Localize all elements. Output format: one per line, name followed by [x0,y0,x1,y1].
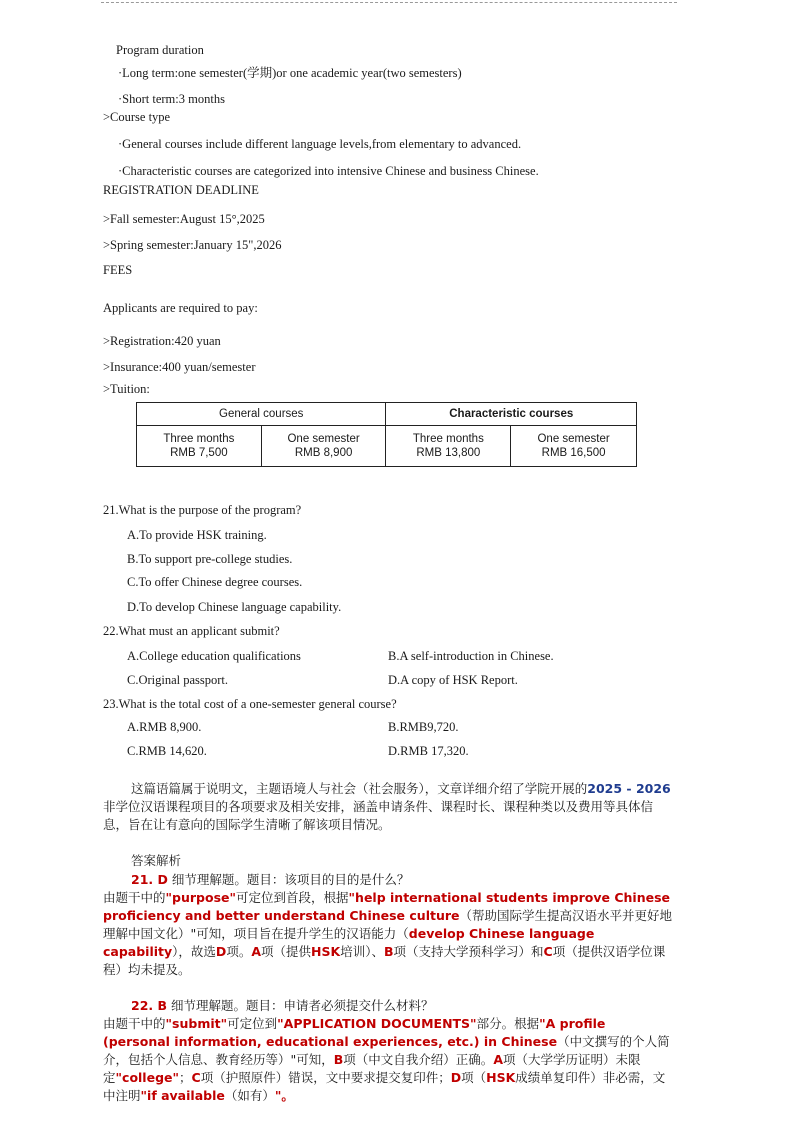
q23-option-c: C.RMB 14,620. [127,744,207,758]
question-21: 21.What is the purpose of the program? [103,503,302,517]
question-22: 22.What must an applicant submit? [103,624,280,638]
course-type-heading: >Course type [103,110,171,124]
insurance-fee: >Insurance:400 yuan/semester [103,360,256,374]
answer-21-analysis: 21. D 细节理解题。题目：该项目的目的是什么？ 由题干中的"purpose"可定位到首段，根据"help international students improve Chinese proficiency and better understand Chinese culture（帮助国际学生提高汉语水平并更好地理解中国文化）"可知，项目旨在提升学生的汉语能力（develop Chinese language capability），故选D项。A项（提供HSK培训）、B项（支持大学预科学习）和C项（提供汉语学位课程）均未提及。 [103,872,673,977]
q21-option-b: B.To support pre-college studies. [127,552,293,566]
table-cell: One semester RMB 8,900 [261,426,386,467]
question-23: 23.What is the total cost of a one-semester general course? [103,697,397,711]
q23-option-a: A.RMB 8,900. [127,720,202,734]
registration-fee: >Registration:420 yuan [103,334,221,348]
fall-deadline: >Fall semester:August 15°,2025 [103,212,265,226]
program-duration-heading: Program duration [116,43,204,57]
q21-option-c: C.To offer Chinese degree courses. [127,575,303,589]
q22-option-c: C.Original passport. [127,673,229,687]
table-cell: Three months RMB 13,800 [386,426,511,467]
q23-option-b: B.RMB9,720. [388,720,459,734]
fees-intro: Applicants are required to pay: [103,301,258,315]
long-term-item: ·Long term:one semester(学期)or one academic year(two semesters) [118,66,462,80]
table-cell: One semester RMB 16,500 [511,426,637,467]
page-top-divider [101,2,677,3]
table-row [137,426,637,467]
passage-summary: 这篇语篇属于说明文，主题语境人与社会（社会服务），文章详细介绍了学院开展的2025 - 2026非学位汉语课程项目的各项要求及相关安排，涵盖申请条件、课程时长、课程种类以及费用等具体信息，旨在让有意向的国际学生清晰了解该项目情况。 [103,781,671,832]
registration-heading: REGISTRATION DEADLINE [103,183,259,197]
spring-deadline: >Spring semester:January 15",2026 [103,238,282,252]
tuition-table [136,402,637,467]
q23-option-d: D.RMB 17,320. [388,744,469,758]
q22-option-d: D.A copy of HSK Report. [388,673,518,687]
q22-option-b: B.A self-introduction in Chinese. [388,649,554,663]
fees-heading: FEES [103,263,133,277]
general-courses-item: ·General courses include different language levels,from elementary to advanced. [118,137,522,151]
tuition-label: >Tuition: [103,382,150,396]
general-courses-header: General courses [137,403,386,426]
q21-option-d: D.To develop Chinese language capability. [127,600,342,614]
year-range: 2025 - 2026 [587,781,671,796]
characteristic-courses-header: Characteristic courses [386,403,637,426]
short-term-item: ·Short term:3 months [118,92,225,106]
characteristic-courses-item: ·Characteristic courses are categorized into intensive Chinese and business Chinese. [118,164,539,178]
q22-option-a: A.College education qualifications [127,649,301,663]
q21-option-a: A.To provide HSK training. [127,528,267,542]
table-cell: Three months RMB 7,500 [137,426,262,467]
analysis-heading: 答案解析 [131,853,182,868]
answer-22-analysis: 22. B 细节理解题。题目：申请者必须提交什么材料？ 由题干中的"submit"可定位到"APPLICATION DOCUMENTS"部分。根据"A profile (personal information, educational experiences, etc.) in Chinese（中文撰写的个人简介，包括个人信息、教育经历等）"可知，B项（中文自我介绍）正确。A项（大学学历证明）未限定"college"；C项（护照原件）错误，文中要求提交复印件；D项（HSK成绩单复印件）非必需，文中注明"if available（如有）"。 [103,998,670,1103]
